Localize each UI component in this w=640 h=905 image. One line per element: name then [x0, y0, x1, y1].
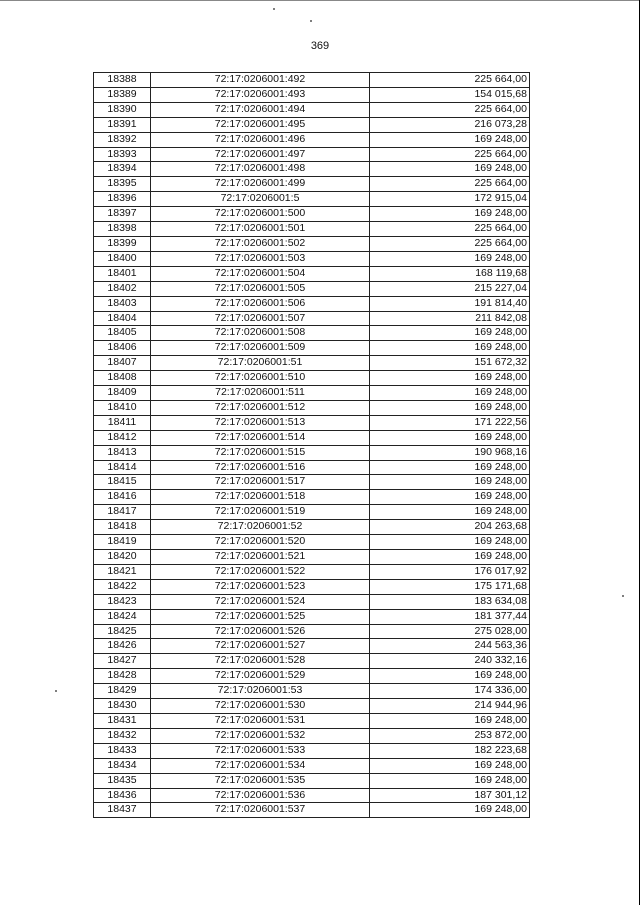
page-number: 369: [310, 40, 330, 52]
table-row: [94, 341, 530, 356]
cadastral-number-cell: 72:17:0206001:506: [151, 296, 370, 311]
cadastral-number-cell: 72:17:0206001:499: [151, 177, 370, 192]
row-number-cell: 18402: [94, 281, 151, 296]
cadastral-value-cell: 169 248,00: [370, 251, 530, 266]
cadastral-number-cell: 72:17:0206001:530: [151, 699, 370, 714]
row-number-cell: 18403: [94, 296, 151, 311]
row-number-cell: 18406: [94, 341, 151, 356]
table-row: [94, 251, 530, 266]
cadastral-value-cell: 240 332,16: [370, 654, 530, 669]
cadastral-number-cell: 72:17:0206001:507: [151, 311, 370, 326]
table-row: [94, 326, 530, 341]
cadastral-value-cell: 169 248,00: [370, 430, 530, 445]
table-row: [94, 803, 530, 818]
table-row: [94, 669, 530, 684]
cadastral-value-cell: 169 248,00: [370, 669, 530, 684]
row-number-cell: 18394: [94, 162, 151, 177]
table-row: [94, 535, 530, 550]
row-number-cell: 18392: [94, 132, 151, 147]
table-row: [94, 445, 530, 460]
table-row: [94, 609, 530, 624]
cadastral-number-cell: 72:17:0206001:524: [151, 594, 370, 609]
row-number-cell: 18424: [94, 609, 151, 624]
row-number-cell: 18434: [94, 758, 151, 773]
table-row: [94, 624, 530, 639]
cadastral-value-cell: 215 227,04: [370, 281, 530, 296]
table-row: [94, 579, 530, 594]
table-row: [94, 147, 530, 162]
cadastral-number-cell: 72:17:0206001:520: [151, 535, 370, 550]
table-row: [94, 296, 530, 311]
cadastral-value-cell: 169 248,00: [370, 341, 530, 356]
cadastral-number-cell: 72:17:0206001:492: [151, 73, 370, 88]
row-number-cell: 18420: [94, 550, 151, 565]
row-number-cell: 18407: [94, 356, 151, 371]
table-row: [94, 520, 530, 535]
cadastral-value-cell: 176 017,92: [370, 564, 530, 579]
cadastral-value-cell: 169 248,00: [370, 326, 530, 341]
table-row: [94, 773, 530, 788]
row-number-cell: 18419: [94, 535, 151, 550]
table-row: [94, 281, 530, 296]
row-number-cell: 18399: [94, 236, 151, 251]
cadastral-number-cell: 72:17:0206001:526: [151, 624, 370, 639]
table-row: [94, 550, 530, 565]
row-number-cell: 18391: [94, 117, 151, 132]
scan-speck: [55, 690, 57, 692]
cadastral-number-cell: 72:17:0206001:533: [151, 743, 370, 758]
table-row: [94, 728, 530, 743]
cadastral-number-cell: 72:17:0206001:535: [151, 773, 370, 788]
cadastral-value-cell: 168 119,68: [370, 266, 530, 281]
cadastral-value-cell: 204 263,68: [370, 520, 530, 535]
row-number-cell: 18423: [94, 594, 151, 609]
row-number-cell: 18388: [94, 73, 151, 88]
table-row: [94, 654, 530, 669]
cadastral-number-cell: 72:17:0206001:532: [151, 728, 370, 743]
cadastral-number-cell: 72:17:0206001:512: [151, 400, 370, 415]
cadastral-number-cell: 72:17:0206001:498: [151, 162, 370, 177]
cadastral-value-cell: 187 301,12: [370, 788, 530, 803]
cadastral-value-cell: 244 563,36: [370, 639, 530, 654]
row-number-cell: 18401: [94, 266, 151, 281]
cadastral-value-cell: 169 248,00: [370, 550, 530, 565]
cadastral-value-cell: 225 664,00: [370, 236, 530, 251]
cadastral-value-cell: 169 248,00: [370, 773, 530, 788]
cadastral-value-cell: 174 336,00: [370, 684, 530, 699]
table-row: [94, 162, 530, 177]
cadastral-number-cell: 72:17:0206001:523: [151, 579, 370, 594]
cadastral-value-table: [93, 72, 530, 818]
cadastral-value-cell: 181 377,44: [370, 609, 530, 624]
cadastral-value-cell: 253 872,00: [370, 728, 530, 743]
row-number-cell: 18414: [94, 460, 151, 475]
row-number-cell: 18396: [94, 192, 151, 207]
table-row: [94, 415, 530, 430]
cadastral-value-cell: 169 248,00: [370, 475, 530, 490]
row-number-cell: 18425: [94, 624, 151, 639]
cadastral-number-cell: 72:17:0206001:494: [151, 102, 370, 117]
cadastral-value-cell: 225 664,00: [370, 177, 530, 192]
cadastral-number-cell: 72:17:0206001:496: [151, 132, 370, 147]
cadastral-number-cell: 72:17:0206001:531: [151, 713, 370, 728]
cadastral-value-cell: 182 223,68: [370, 743, 530, 758]
table-row: [94, 207, 530, 222]
cadastral-number-cell: 72:17:0206001:510: [151, 371, 370, 386]
row-number-cell: 18411: [94, 415, 151, 430]
cadastral-value-cell: 169 248,00: [370, 490, 530, 505]
row-number-cell: 18405: [94, 326, 151, 341]
row-number-cell: 18429: [94, 684, 151, 699]
cadastral-value-cell: 169 248,00: [370, 400, 530, 415]
row-number-cell: 18395: [94, 177, 151, 192]
table-row: [94, 177, 530, 192]
scan-speck: [310, 20, 312, 22]
cadastral-number-cell: 72:17:0206001:504: [151, 266, 370, 281]
table-row: [94, 743, 530, 758]
row-number-cell: 18430: [94, 699, 151, 714]
table-row: [94, 564, 530, 579]
row-number-cell: 18408: [94, 371, 151, 386]
row-number-cell: 18404: [94, 311, 151, 326]
row-number-cell: 18422: [94, 579, 151, 594]
row-number-cell: 18398: [94, 222, 151, 237]
scan-speck: [622, 595, 624, 597]
cadastral-value-cell: 211 842,08: [370, 311, 530, 326]
row-number-cell: 18427: [94, 654, 151, 669]
scan-top-border: [0, 0, 640, 1]
cadastral-number-cell: 72:17:0206001:514: [151, 430, 370, 445]
table-row: [94, 758, 530, 773]
table-row: [94, 102, 530, 117]
cadastral-number-cell: 72:17:0206001:502: [151, 236, 370, 251]
cadastral-number-cell: 72:17:0206001:5: [151, 192, 370, 207]
cadastral-value-cell: 169 248,00: [370, 535, 530, 550]
table-row: [94, 132, 530, 147]
cadastral-number-cell: 72:17:0206001:511: [151, 386, 370, 401]
cadastral-value-cell: 169 248,00: [370, 207, 530, 222]
row-number-cell: 18412: [94, 430, 151, 445]
cadastral-number-cell: 72:17:0206001:505: [151, 281, 370, 296]
row-number-cell: 18415: [94, 475, 151, 490]
row-number-cell: 18435: [94, 773, 151, 788]
cadastral-number-cell: 72:17:0206001:497: [151, 147, 370, 162]
table-body: [94, 73, 530, 818]
cadastral-value-cell: 216 073,28: [370, 117, 530, 132]
cadastral-number-cell: 72:17:0206001:521: [151, 550, 370, 565]
row-number-cell: 18428: [94, 669, 151, 684]
row-number-cell: 18416: [94, 490, 151, 505]
row-number-cell: 18417: [94, 505, 151, 520]
cadastral-number-cell: 72:17:0206001:493: [151, 87, 370, 102]
row-number-cell: 18432: [94, 728, 151, 743]
table-row: [94, 400, 530, 415]
cadastral-value-cell: 169 248,00: [370, 758, 530, 773]
cadastral-number-cell: 72:17:0206001:534: [151, 758, 370, 773]
table-row: [94, 475, 530, 490]
cadastral-number-cell: 72:17:0206001:529: [151, 669, 370, 684]
table-row: [94, 371, 530, 386]
table-row: [94, 266, 530, 281]
cadastral-number-cell: 72:17:0206001:52: [151, 520, 370, 535]
cadastral-number-cell: 72:17:0206001:527: [151, 639, 370, 654]
row-number-cell: 18431: [94, 713, 151, 728]
cadastral-value-cell: 169 248,00: [370, 371, 530, 386]
row-number-cell: 18389: [94, 87, 151, 102]
cadastral-value-cell: 275 028,00: [370, 624, 530, 639]
cadastral-value-cell: 154 015,68: [370, 87, 530, 102]
table-row: [94, 87, 530, 102]
cadastral-value-cell: 169 248,00: [370, 162, 530, 177]
row-number-cell: 18437: [94, 803, 151, 818]
cadastral-number-cell: 72:17:0206001:515: [151, 445, 370, 460]
table-row: [94, 430, 530, 445]
row-number-cell: 18409: [94, 386, 151, 401]
cadastral-number-cell: 72:17:0206001:51: [151, 356, 370, 371]
row-number-cell: 18393: [94, 147, 151, 162]
table-row: [94, 236, 530, 251]
cadastral-value-cell: 169 248,00: [370, 460, 530, 475]
cadastral-value-cell: 175 171,68: [370, 579, 530, 594]
cadastral-number-cell: 72:17:0206001:508: [151, 326, 370, 341]
cadastral-value-cell: 225 664,00: [370, 147, 530, 162]
cadastral-value-cell: 171 222,56: [370, 415, 530, 430]
table-row: [94, 490, 530, 505]
cadastral-number-cell: 72:17:0206001:513: [151, 415, 370, 430]
cadastral-value-cell: 214 944,96: [370, 699, 530, 714]
cadastral-number-cell: 72:17:0206001:518: [151, 490, 370, 505]
cadastral-number-cell: 72:17:0206001:517: [151, 475, 370, 490]
cadastral-value-cell: 169 248,00: [370, 386, 530, 401]
cadastral-value-cell: 151 672,32: [370, 356, 530, 371]
table-row: [94, 192, 530, 207]
cadastral-number-cell: 72:17:0206001:528: [151, 654, 370, 669]
cadastral-value-cell: 169 248,00: [370, 713, 530, 728]
table-row: [94, 460, 530, 475]
row-number-cell: 18413: [94, 445, 151, 460]
row-number-cell: 18397: [94, 207, 151, 222]
cadastral-number-cell: 72:17:0206001:53: [151, 684, 370, 699]
row-number-cell: 18436: [94, 788, 151, 803]
cadastral-number-cell: 72:17:0206001:495: [151, 117, 370, 132]
cadastral-value-cell: 191 814,40: [370, 296, 530, 311]
cadastral-value-cell: 225 664,00: [370, 102, 530, 117]
cadastral-number-cell: 72:17:0206001:525: [151, 609, 370, 624]
row-number-cell: 18433: [94, 743, 151, 758]
cadastral-value-cell: 183 634,08: [370, 594, 530, 609]
scan-speck: [273, 8, 275, 10]
table-row: [94, 699, 530, 714]
cadastral-value-cell: 169 248,00: [370, 505, 530, 520]
table-row: [94, 684, 530, 699]
cadastral-value-cell: 225 664,00: [370, 73, 530, 88]
table-row: [94, 311, 530, 326]
table-row: [94, 713, 530, 728]
cadastral-number-cell: 72:17:0206001:500: [151, 207, 370, 222]
row-number-cell: 18390: [94, 102, 151, 117]
cadastral-value-cell: 172 915,04: [370, 192, 530, 207]
row-number-cell: 18418: [94, 520, 151, 535]
cadastral-number-cell: 72:17:0206001:522: [151, 564, 370, 579]
table-row: [94, 639, 530, 654]
cadastral-value-cell: 169 248,00: [370, 803, 530, 818]
cadastral-value-cell: 169 248,00: [370, 132, 530, 147]
row-number-cell: 18426: [94, 639, 151, 654]
row-number-cell: 18410: [94, 400, 151, 415]
table-row: [94, 788, 530, 803]
row-number-cell: 18421: [94, 564, 151, 579]
row-number-cell: 18400: [94, 251, 151, 266]
cadastral-number-cell: 72:17:0206001:536: [151, 788, 370, 803]
cadastral-value-cell: 225 664,00: [370, 222, 530, 237]
cadastral-number-cell: 72:17:0206001:537: [151, 803, 370, 818]
table-row: [94, 73, 530, 88]
table-row: [94, 505, 530, 520]
table-row: [94, 386, 530, 401]
cadastral-number-cell: 72:17:0206001:501: [151, 222, 370, 237]
cadastral-number-cell: 72:17:0206001:516: [151, 460, 370, 475]
cadastral-number-cell: 72:17:0206001:509: [151, 341, 370, 356]
cadastral-number-cell: 72:17:0206001:503: [151, 251, 370, 266]
table-row: [94, 356, 530, 371]
table-row: [94, 222, 530, 237]
table-row: [94, 117, 530, 132]
cadastral-number-cell: 72:17:0206001:519: [151, 505, 370, 520]
table-row: [94, 594, 530, 609]
cadastral-value-cell: 190 968,16: [370, 445, 530, 460]
